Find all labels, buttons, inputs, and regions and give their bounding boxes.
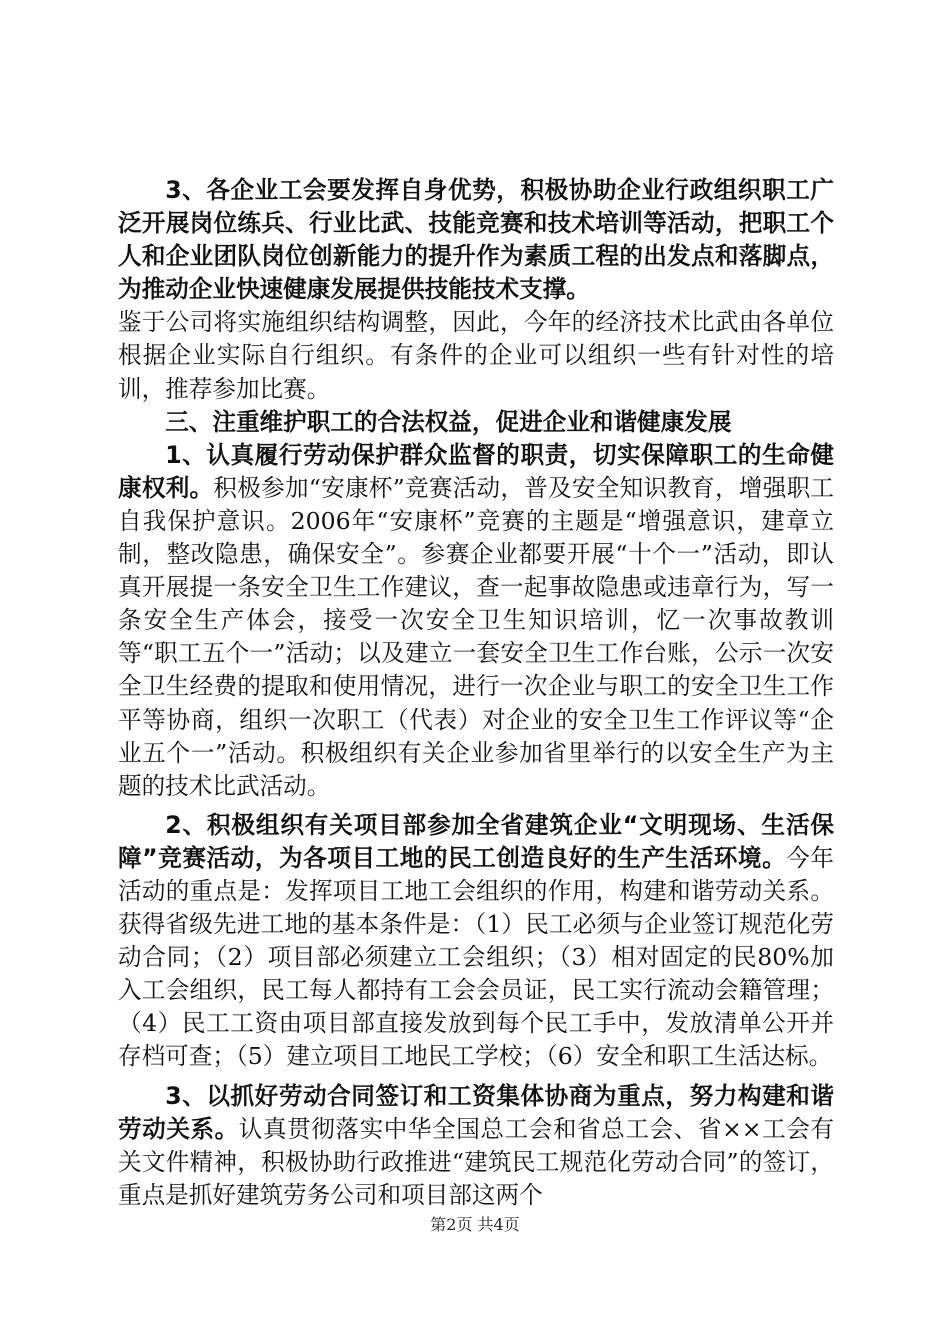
paragraph-lead-bold: 1、认真履行劳动保护群众监督的职责，切实保障职工的生命健康权利。 [118, 440, 834, 502]
paragraph-labor-contract [118, 1080, 834, 1212]
paragraph-text: 鉴于公司将实施组织结构调整，因此，今年的经济技术比武由各单位根据企业实际自行组织。有条件的企业可以组织一些有针对性的培训，推荐参加比赛。 [118, 308, 834, 403]
paragraph-labor-protection [118, 439, 834, 803]
paragraph-text: 今年活动的重点是：发挥项目工地工会组织的作用，构建和谐劳动关系。获得省级先进工地的基本条件是：（1）民工必须与企业签订规范化劳动合同；（2）项目部必须建立工会组织；（3）相对固定的民80%加入工会组织，民工每人都持有工会会员证，民工实行流动会籍管理；（4）民工工资由项目部直接发放到每个民工手中，发放清单公开并存档可查；（5）建立项目工地民工学校；（6）安全和职工生活达标。 [118, 843, 834, 1071]
paragraph-lead-bold: 2、积极组织有关项目部参加全省建筑企业“文明现场、生活保障”竞赛活动，为各项目工地的民工创造良好的生产生活环境。 [118, 810, 834, 872]
paragraph-text: 积极参加“安康杯”竞赛活动，普及安全知识教育，增强职工自我保护意识。2006年“安康杯”竞赛的主题是“增强意识，建章立制，整改隐患，确保安全”。参赛企业都要开展“十个一”活动，即认真开展提一条安全卫生工作建议，查一起事故隐患或违章行为，写一条安全生产体会，接受一次安全卫生知识培训，忆一次事故教训等“职工五个一”活动；以及建立一套安全卫生工作台账，公示一次安全卫生经费的提取和使用情况，进行一次企业与职工的安全卫生工作平等协商，组织一次职工（代表）对企业的安全卫生工作评议等“企业五个一”活动。积极组织有关企业参加省里举行的以安全生产为主题的技术比武活动。 [118, 473, 835, 800]
paragraph-skills-training [118, 174, 834, 406]
paragraph-civilized-site [118, 809, 834, 1074]
paragraph-lead-bold: 3、各企业工会要发挥自身优势，积极协助企业行政组织职工广泛开展岗位练兵、行业比武、技能竞赛和技术培训等活动，把职工个人和企业团队岗位创新能力的提升作为素质工程的出发点和落脚点，为推动企业快速健康发展提供技能技术支撑。 [118, 176, 834, 304]
paragraph-text: 认真贯彻落实中华全国总工会和省总工会、省××工会有关文件精神，积极协助行政推进“建筑民工规范化劳动合同”的签订，重点是抓好建筑劳务公司和项目部这两个 [118, 1114, 834, 1209]
document-body [118, 174, 834, 1212]
paragraph-lead-bold: 3、以抓好劳动合同签订和工资集体协商为重点，努力构建和谐劳动关系。 [118, 1081, 834, 1143]
section-heading: 三、注重维护职工的合法权益，促进企业和谐健康发展 [165, 407, 732, 436]
page-footer: 第2页 共4页 [430, 1215, 520, 1234]
